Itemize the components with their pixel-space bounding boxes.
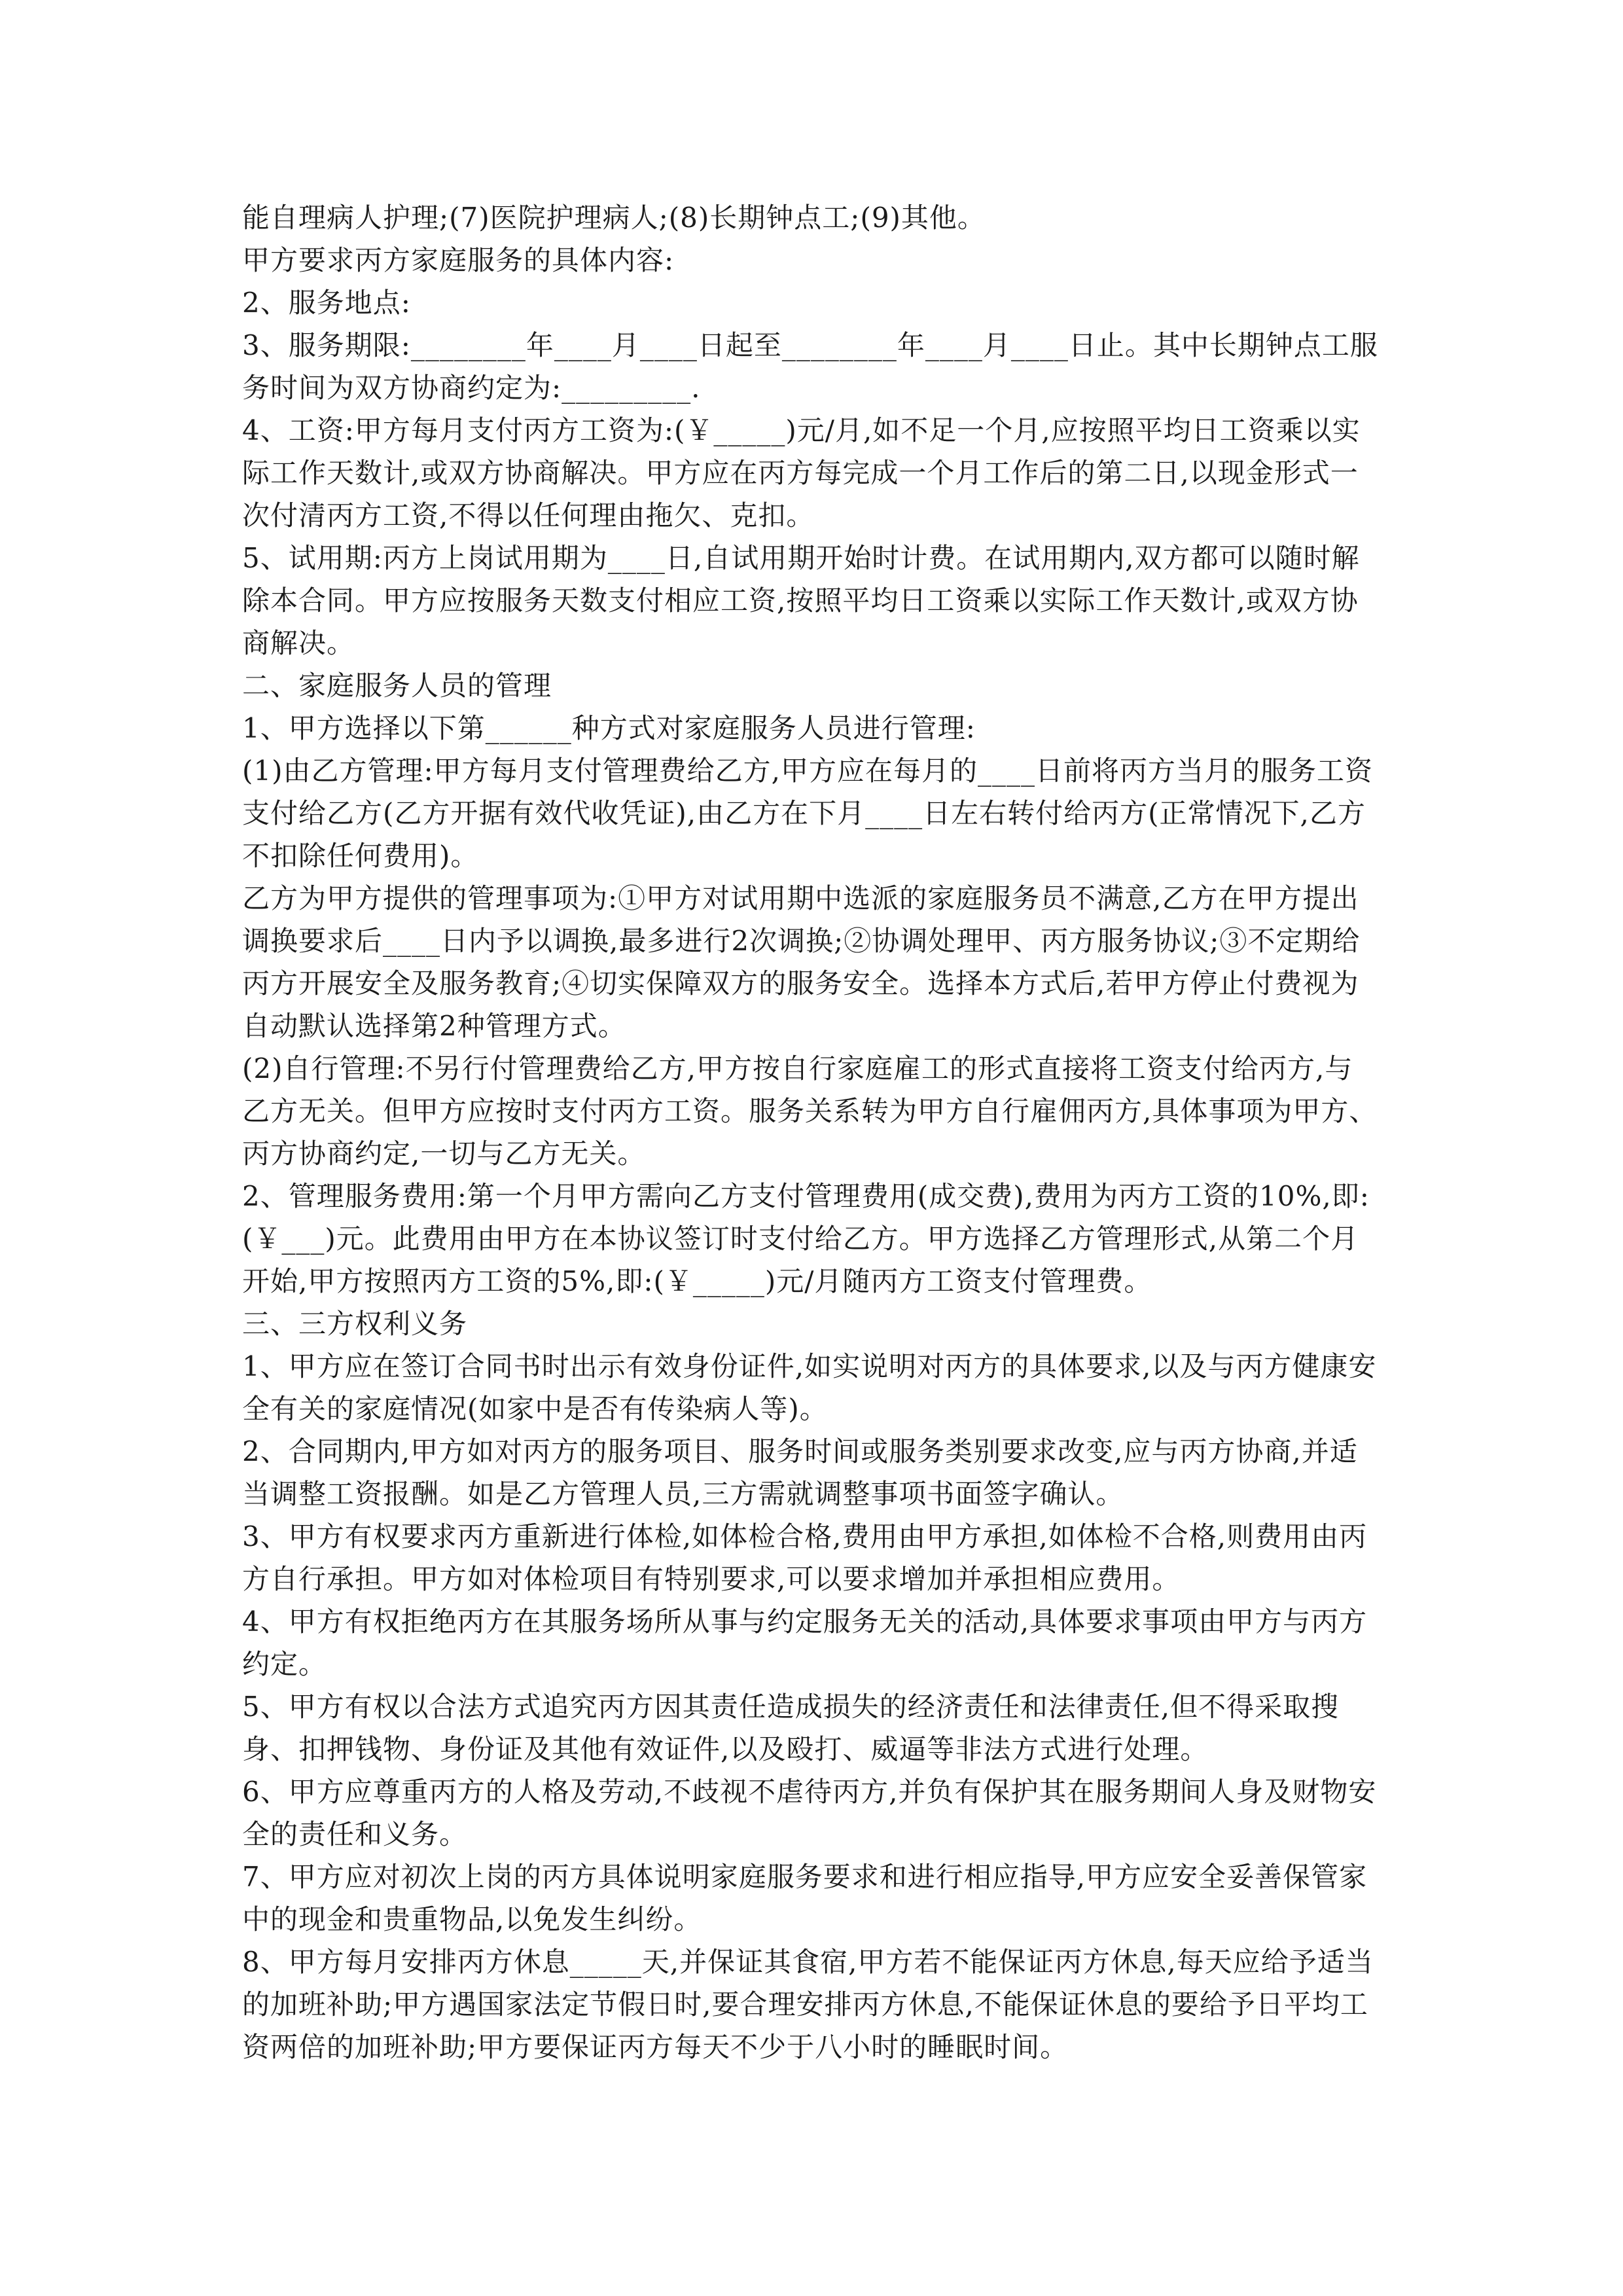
- paragraph: 2、合同期内,甲方如对丙方的服务项目、服务时间或服务类别要求改变,应与丙方协商,并适当调整工资报酬。如是乙方管理人员,三方需就调整事项书面签字确认。: [242, 1435, 1358, 1510]
- paragraph: 3、甲方有权要求丙方重新进行体检,如体检合格,费用由甲方承担,如体检不合格,则费用由丙方自行承担。甲方如对体检项目有特别要求,可以要求增加并承担相应费用。: [242, 1520, 1368, 1595]
- paragraph: 8、甲方每月安排丙方休息_____天,并保证其食宿,甲方若不能保证丙方休息,每天应给予适当的加班补助;甲方遇国家法定节假日时,要合理安排丙方休息,不能保证休息的要给予日平均工资两倍的加班补助;甲方要保证丙方每天不少于八小时的睡眠时间。: [242, 1946, 1374, 2063]
- paragraph: 5、试用期:丙方上岗试用期为____日,自试用期开始时计费。在试用期内,双方都可以随时解除本合同。甲方应按服务天数支付相应工资,按照平均日工资乘以实际工作天数计,或双方协商解决。: [242, 542, 1360, 659]
- paragraph: 4、工资:甲方每月支付丙方工资为:(￥_____)元/月,如不足一个月,应按照平均日工资乘以实际工作天数计,或双方协商解决。甲方应在丙方每完成一个月工作后的第二日,以现金形式一次付清丙方工资,不得以任何理由拖欠、克扣。: [242, 414, 1361, 531]
- paragraph: 能自理病人护理;(7)医院护理病人;(8)长期钟点工;(9)其他。: [242, 202, 986, 234]
- section-heading: 二、家庭服务人员的管理: [242, 670, 552, 702]
- paragraph: (2)自行管理:不另行付管理费给乙方,甲方按自行家庭雇工的形式直接将工资支付给丙方,与乙方无关。但甲方应按时支付丙方工资。服务关系转为甲方自行雇佣丙方,具体事项为甲方、丙方协商约定,一切与乙方无关。: [242, 1052, 1378, 1170]
- paragraph: 5、甲方有权以合法方式追究丙方因其责任造成损失的经济责任和法律责任,但不得采取搜身、扣押钱物、身份证及其他有效证件,以及殴打、威逼等非法方式进行处理。: [242, 1691, 1340, 1765]
- document-body: [242, 196, 1381, 2068]
- paragraph: 1、甲方应在签订合同书时出示有效身份证件,如实说明对丙方的具体要求,以及与丙方健康安全有关的家庭情况(如家中是否有传染病人等)。: [242, 1350, 1377, 1425]
- paragraph: 甲方要求丙方家庭服务的具体内容:: [242, 244, 675, 276]
- paragraph: 3、服务期限:________年____月____日起至________年____月____日止。其中长期钟点工服务时间为双方协商约定为:_________.: [242, 329, 1378, 404]
- paragraph: 6、甲方应尊重丙方的人格及劳动,不歧视不虐待丙方,并负有保护其在服务期间人身及财物安全的责任和义务。: [242, 1776, 1377, 1850]
- paragraph: 乙方为甲方提供的管理事项为:①甲方对试用期中选派的家庭服务员不满意,乙方在甲方提出调换要求后____日内予以调换,最多进行2次调换;②协调处理甲、丙方服务协议;③不定期给丙方开展安全及服务教育;④切实保障双方的服务安全。选择本方式后,若甲方停止付费视为自动默认选择第2种管理方式。: [242, 882, 1361, 1042]
- paragraph: (1)由乙方管理:甲方每月支付管理费给乙方,甲方应在每月的____日前将丙方当月的服务工资支付给乙方(乙方开据有效代收凭证),由乙方在下月____日左右转付给丙方(正常情况下,乙方不扣除任何费用)。: [242, 755, 1373, 872]
- paragraph: 2、管理服务费用:第一个月甲方需向乙方支付管理费用(成交费),费用为丙方工资的10%,即:(￥___)元。此费用由甲方在本协议签订时支付给乙方。甲方选择乙方管理形式,从第二个月开始,甲方按照丙方工资的5%,即:(￥_____)元/月随丙方工资支付管理费。: [242, 1180, 1370, 1297]
- paragraph: 7、甲方应对初次上岗的丙方具体说明家庭服务要求和进行相应指导,甲方应安全妥善保管家中的现金和贵重物品,以免发生纠纷。: [242, 1861, 1368, 1935]
- section-heading: 三、三方权利义务: [242, 1308, 468, 1340]
- paragraph: 4、甲方有权拒绝丙方在其服务场所从事与约定服务无关的活动,具体要求事项由甲方与丙方约定。: [242, 1605, 1368, 1680]
- paragraph: 2、服务地点:: [242, 287, 411, 319]
- paragraph: 1、甲方选择以下第______种方式对家庭服务人员进行管理:: [242, 712, 976, 744]
